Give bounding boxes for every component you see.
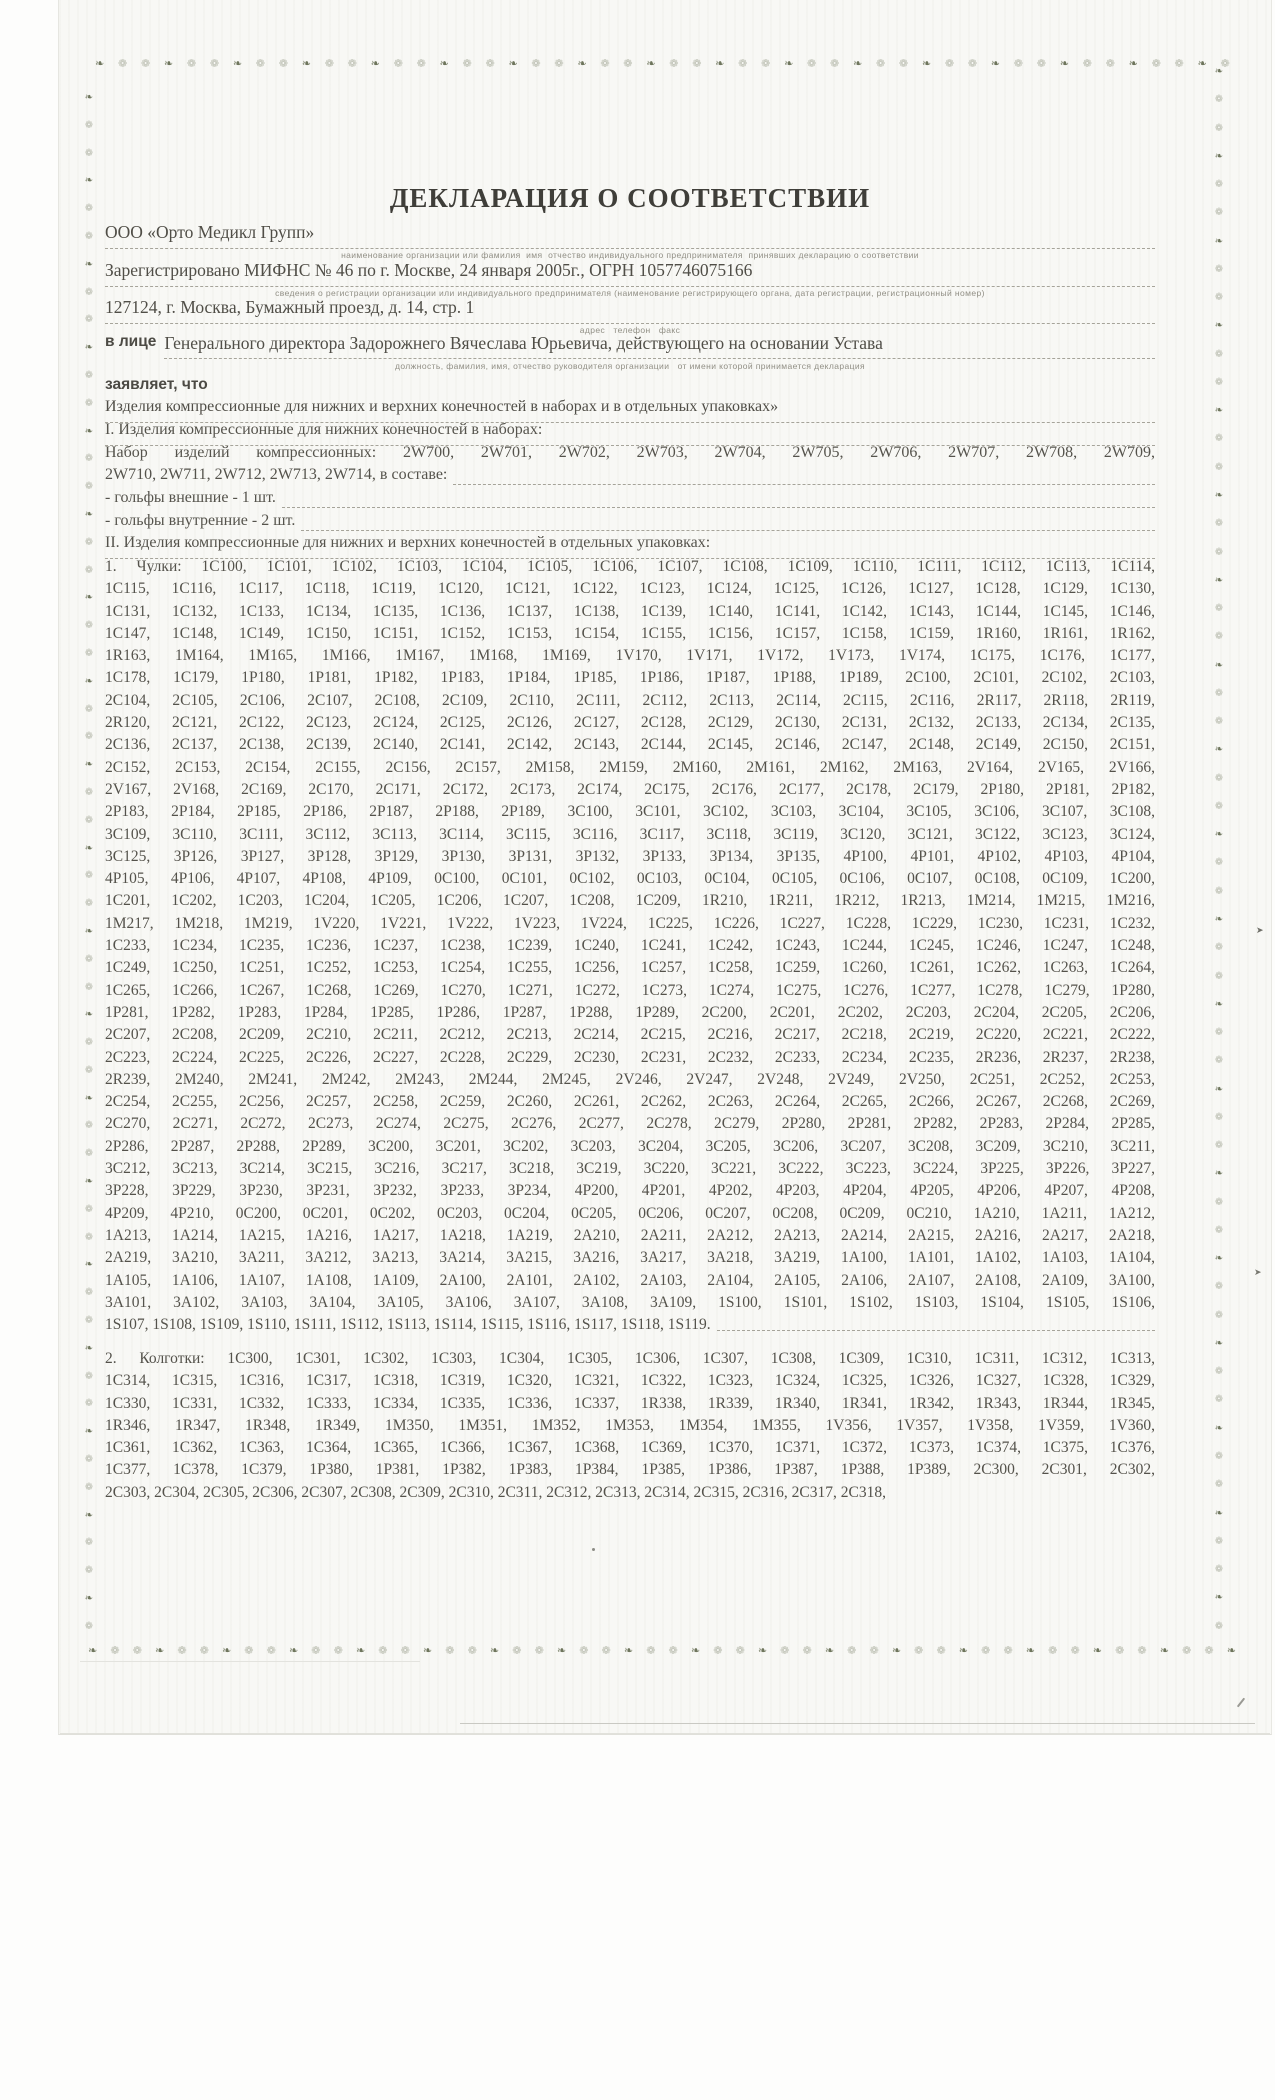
component-line-inner-socks bbox=[105, 512, 1155, 536]
code-line: 3P228, 3P229, 3P230, 3P231, 3P232, 3P233, 3P234, 4P200, 4P201, 4P202, 4P203, 4P204, 4P205, 4P206, 4P207, 4P208, bbox=[105, 1182, 1155, 1200]
address-caption: адрес телефон факс bbox=[579, 325, 681, 335]
fleuron-icon: ❁ bbox=[1214, 687, 1224, 699]
fleuron-icon: ❁ bbox=[1220, 57, 1230, 70]
fleuron-icon: ❧ bbox=[489, 1644, 500, 1657]
fleuron-icon: ❁ bbox=[1003, 1644, 1013, 1657]
fleuron-icon: ❁ bbox=[807, 57, 817, 70]
fleuron-icon: ❁ bbox=[1214, 716, 1224, 728]
fleuron-icon: ❁ bbox=[84, 647, 94, 659]
fleuron-icon: ❧ bbox=[84, 425, 94, 437]
address-line: 127124, г. Москва, Бумажный проезд, д. 14, стр. 1 bbox=[105, 297, 1155, 324]
fleuron-icon: ❁ bbox=[400, 1644, 410, 1657]
fleuron-icon: ❁ bbox=[84, 620, 94, 632]
fleuron-icon: ❧ bbox=[623, 1644, 634, 1657]
fleuron-icon: ❁ bbox=[1214, 1281, 1224, 1293]
section1-intro-line2 bbox=[105, 466, 1155, 490]
registration-caption: сведения о регистрации организации или индивидуального предпринимателя (наименование регистрирующего органа, дата регистрации, регистрационный номер) bbox=[275, 288, 985, 298]
fleuron-icon: ❁ bbox=[324, 57, 334, 70]
fleuron-icon: ❁ bbox=[936, 1644, 946, 1657]
code-line: 2. Колготки: 1C300, 1C301, 1C302, 1C303, 1C304, 1C305, 1C306, 1C307, 1C308, 1C309, 1C310, 1C311, 1C312, 1C313, bbox=[105, 1350, 1155, 1367]
fleuron-icon: ❁ bbox=[1105, 57, 1115, 70]
fleuron-icon: ❁ bbox=[869, 1644, 879, 1657]
fleuron-icon: ❧ bbox=[84, 675, 94, 687]
code-line: 1R346, 1R347, 1R348, 1R349, 1M350, 1M351, 1M352, 1M353, 1M354, 1M355, 1V356, 1V357, 1V358, 1V359, 1V360, bbox=[105, 1416, 1155, 1434]
fleuron-icon: ❁ bbox=[1214, 603, 1224, 615]
fleuron-icon: ❁ bbox=[311, 1644, 321, 1657]
representative-prefix: в лице bbox=[105, 333, 157, 350]
fleuron-icon: ❁ bbox=[1214, 1394, 1224, 1406]
fleuron-icon: ❧ bbox=[1226, 1644, 1236, 1657]
code-line: 2R239, 2M240, 2M241, 2M242, 2M243, 2M244, 2M245, 2V246, 2V247, 2V248, 2V249, 2V250, 2C251, 2C252, 2C253, bbox=[105, 1070, 1155, 1088]
fleuron-icon: ❁ bbox=[84, 1148, 94, 1160]
fleuron-icon: ❁ bbox=[84, 397, 94, 409]
fleuron-icon: ❁ bbox=[1214, 1140, 1224, 1152]
fleuron-icon: ❧ bbox=[1214, 235, 1224, 247]
fleuron-icon: ❧ bbox=[958, 1644, 969, 1657]
fleuron-icon: ❁ bbox=[1174, 57, 1184, 70]
fleuron-icon: ❧ bbox=[1214, 1507, 1224, 1519]
fleuron-icon: ❁ bbox=[579, 1644, 589, 1657]
fleuron-icon: ❁ bbox=[1214, 179, 1224, 191]
section1-intro-line1: Набор изделий компрессионных: 2W700, 2W701, 2W702, 2W703, 2W704, 2W705, 2W706, 2W707, 2W708, 2W709, bbox=[105, 444, 1155, 461]
form-dashed-rule bbox=[453, 466, 1155, 485]
fleuron-icon: ❁ bbox=[84, 1398, 94, 1410]
fleuron-icon: ❁ bbox=[1214, 1111, 1224, 1123]
fleuron-icon: ❁ bbox=[1214, 857, 1224, 869]
fleuron-icon: ❧ bbox=[1214, 744, 1224, 756]
registration-info: Зарегистрировано МИФНС № 46 по г. Москве, 24 января 2005г., ОГРН 1057746075166 bbox=[105, 260, 1155, 287]
fleuron-icon: ❁ bbox=[1115, 1644, 1125, 1657]
code-line: 1A213, 1A214, 1A215, 1A216, 1A217, 1A218, 1A219, 2A210, 2A211, 2A212, 2A213, 2A214, 2A215, 2A216, 2A217, 2A218, bbox=[105, 1226, 1155, 1244]
fleuron-icon: ❁ bbox=[84, 1203, 94, 1215]
fleuron-icon: ❧ bbox=[221, 1644, 232, 1657]
fleuron-icon: ❧ bbox=[232, 57, 243, 70]
fleuron-icon: ❧ bbox=[84, 1176, 94, 1188]
fleuron-icon: ❁ bbox=[713, 1644, 723, 1657]
fleuron-icon: ❧ bbox=[84, 1593, 94, 1605]
fleuron-icon: ❧ bbox=[288, 1644, 299, 1657]
fleuron-icon: ❧ bbox=[757, 1644, 768, 1657]
fleuron-icon: ❁ bbox=[140, 57, 151, 70]
fleuron-icon: ❧ bbox=[1159, 1644, 1169, 1657]
fleuron-icon: ❁ bbox=[199, 1644, 209, 1657]
fleuron-icon: ❧ bbox=[84, 258, 94, 270]
fleuron-icon: ❁ bbox=[875, 57, 886, 70]
ornament-border-left bbox=[82, 92, 96, 1632]
code-line: 4P209, 4P210, 0C200, 0C201, 0C202, 0C203, 0C204, 0C205, 0C206, 0C207, 0C208, 0C209, 0C210, 1A210, 1A211, 1A212, bbox=[105, 1204, 1155, 1222]
fleuron-icon: ❁ bbox=[84, 286, 94, 298]
fleuron-icon: ❧ bbox=[154, 1644, 165, 1657]
fleuron-icon: ❁ bbox=[1214, 1309, 1224, 1321]
fleuron-icon: ❧ bbox=[1197, 57, 1207, 70]
code-line: 1. Чулки: 1C100, 1C101, 1C102, 1C103, 1C104, 1C105, 1C106, 1C107, 1C108, 1C109, 1C110, 1C111, 1C112, 1C113, 1C114, bbox=[105, 558, 1155, 575]
document-title: ДЕКЛАРАЦИЯ О СООТВЕТСТВИИ bbox=[389, 183, 871, 213]
fleuron-icon: ❁ bbox=[914, 1644, 924, 1657]
fleuron-icon: ❁ bbox=[1204, 1644, 1214, 1657]
fleuron-icon: ❁ bbox=[84, 203, 94, 215]
fleuron-icon: ❁ bbox=[84, 564, 94, 576]
fleuron-icon: ❁ bbox=[84, 1120, 94, 1132]
fleuron-icon: ❁ bbox=[209, 57, 220, 70]
fleuron-icon: ❁ bbox=[1036, 57, 1046, 70]
code-line: 3C109, 3C110, 3C111, 3C112, 3C113, 3C114, 3C115, 3C116, 3C117, 3C118, 3C119, 3C120, 3C121, 3C122, 3C123, 3C124, bbox=[105, 825, 1155, 843]
fleuron-icon: ❧ bbox=[577, 57, 587, 70]
code-line: 1C330, 1C331, 1C332, 1C333, 1C334, 1C335, 1C336, 1C337, 1R338, 1R339, 1R340, 1R341, 1R342, 1R343, 1R344, 1R345, bbox=[105, 1394, 1155, 1412]
code-line: 2C254, 2C255, 2C256, 2C257, 2C258, 2C259, 2C260, 2C261, 2C262, 2C263, 2C264, 2C265, 2C266, 2C267, 2C268, 2C269, bbox=[105, 1093, 1155, 1111]
scan-artifact-mark: ➤ bbox=[1256, 926, 1264, 936]
fleuron-icon: ❁ bbox=[84, 230, 94, 242]
fleuron-icon: ❁ bbox=[601, 1644, 611, 1657]
code-line: 1S107, 1S108, 1S109, 1S110, 1S111, 1S112, 1S113, 1S114, 1S115, 1S116, 1S117, 1S118, 1S119. bbox=[105, 1314, 1155, 1336]
fleuron-icon: ❧ bbox=[508, 57, 518, 70]
scan-edge-line bbox=[80, 1661, 420, 1662]
fleuron-icon: ❁ bbox=[981, 1644, 991, 1657]
fleuron-icon: ❁ bbox=[600, 57, 610, 70]
fleuron-icon: ❧ bbox=[1025, 1644, 1035, 1657]
fleuron-icon: ❁ bbox=[735, 1644, 745, 1657]
representative-name: Генерального директора Задорожнего Вячеслава Юрьевича, действующего на основании Устава bbox=[164, 333, 1155, 359]
code-line: 4P105, 4P106, 4P107, 4P108, 4P109, 0C100, 0C101, 0C102, 0C103, 0C104, 0C105, 0C106, 0C107, 0C108, 0C109, 1C200, bbox=[105, 870, 1155, 888]
code-line: 2A219, 3A210, 3A211, 3A212, 3A213, 3A214, 3A215, 3A216, 3A217, 3A218, 3A219, 1A100, 1A101, 1A102, 1A103, 1A104, bbox=[105, 1249, 1155, 1267]
fleuron-icon: ❧ bbox=[1214, 405, 1224, 417]
fleuron-icon: ❧ bbox=[84, 759, 94, 771]
code-line: 1C377, 1C378, 1C379, 1P380, 1P381, 1P382, 1P383, 1P384, 1P385, 1P386, 1P387, 1P388, 1P389, 2C300, 2C301, 2C302, bbox=[105, 1461, 1155, 1479]
stockings-code-list bbox=[105, 556, 1155, 1336]
fleuron-icon: ❁ bbox=[84, 1287, 94, 1299]
fleuron-icon: ❧ bbox=[84, 342, 94, 354]
code-line: 3C125, 3P126, 3P127, 3P128, 3P129, 3P130, 3P131, 3P132, 3P133, 3P134, 3P135, 4P100, 4P101, 4P102, 4P103, 4P104, bbox=[105, 847, 1155, 865]
fleuron-icon: ❁ bbox=[1214, 518, 1224, 530]
fleuron-icon: ❧ bbox=[1214, 150, 1224, 162]
fleuron-icon: ❁ bbox=[84, 786, 94, 798]
fleuron-icon: ❧ bbox=[95, 57, 105, 70]
code-line: 1C201, 1C202, 1C203, 1C204, 1C205, 1C206, 1C207, 1C208, 1C209, 1R210, 1R211, 1R212, 1R213, 1M214, 1M215, 1M216, bbox=[105, 892, 1155, 910]
fleuron-icon: ❧ bbox=[84, 92, 94, 103]
code-line: 1C147, 1C148, 1C149, 1C150, 1C151, 1C152, 1C153, 1C154, 1C155, 1C156, 1C157, 1C158, 1C159, 1R160, 1R161, 1R162, bbox=[105, 624, 1155, 642]
code-line: 2C152, 2C153, 2C154, 2C155, 2C156, 2C157, 2M158, 2M159, 2M160, 2M161, 2M162, 2M163, 2V164, 2V165, 2V166, bbox=[105, 758, 1155, 776]
fleuron-icon: ❁ bbox=[1214, 1196, 1224, 1208]
fleuron-icon: ❁ bbox=[84, 481, 94, 493]
fleuron-icon: ❁ bbox=[1214, 970, 1224, 982]
fleuron-icon: ❁ bbox=[84, 119, 94, 131]
fleuron-icon: ❧ bbox=[439, 57, 449, 70]
fleuron-icon: ❁ bbox=[84, 536, 94, 548]
fleuron-icon: ❁ bbox=[1214, 1366, 1224, 1378]
fleuron-icon: ❧ bbox=[1214, 1337, 1224, 1349]
fleuron-icon: ❁ bbox=[1214, 800, 1224, 812]
fleuron-icon: ❁ bbox=[84, 453, 94, 465]
component-line-text: - гольфы внешние - 1 шт. bbox=[105, 489, 276, 506]
fleuron-icon: ❁ bbox=[1151, 57, 1161, 70]
fleuron-icon: ❁ bbox=[84, 1370, 94, 1382]
fleuron-icon: ❁ bbox=[1214, 1620, 1224, 1632]
code-line: 1P281, 1P282, 1P283, 1P284, 1P285, 1P286, 1P287, 1P288, 1P289, 2C200, 2C201, 2C202, 2C203, 2C204, 2C205, 2C206, bbox=[105, 1003, 1155, 1021]
fleuron-icon: ❁ bbox=[84, 369, 94, 381]
fleuron-icon: ❁ bbox=[967, 57, 978, 70]
fleuron-icon: ❁ bbox=[1013, 57, 1023, 70]
scan-artifact-mark: ➤ bbox=[1254, 1268, 1262, 1278]
fleuron-icon: ❁ bbox=[830, 57, 840, 70]
code-line: 2C270, 2C271, 2C272, 2C273, 2C274, 2C275, 2C276, 2C277, 2C278, 2C279, 2P280, 2P281, 2P282, 2P283, 2P284, 2P285, bbox=[105, 1115, 1155, 1133]
section2-title: II. Изделия компрессионные для нижних и верхних конечностей в отдельных упаковках: bbox=[105, 534, 1155, 559]
fleuron-icon: ❧ bbox=[84, 925, 94, 937]
fleuron-icon: ❁ bbox=[467, 1644, 477, 1657]
fleuron-icon: ❁ bbox=[84, 1565, 94, 1577]
fleuron-icon: ❁ bbox=[1214, 461, 1224, 473]
code-line: 2V167, 2V168, 2C169, 2C170, 2C171, 2C172, 2C173, 2C174, 2C175, 2C176, 2C177, 2C178, 2C179, 2P180, 2P181, 2P182, bbox=[105, 780, 1155, 798]
fleuron-icon: ❁ bbox=[485, 57, 495, 70]
fleuron-icon: ❁ bbox=[84, 731, 94, 743]
code-line: 1C314, 1C315, 1C316, 1C317, 1C318, 1C319, 1C320, 1C321, 1C322, 1C323, 1C324, 1C325, 1C326, 1C327, 1C328, 1C329, bbox=[105, 1372, 1155, 1390]
fleuron-icon: ❧ bbox=[1214, 829, 1224, 841]
fleuron-icon: ❧ bbox=[1214, 66, 1224, 77]
fleuron-icon: ❁ bbox=[1214, 1451, 1224, 1463]
fleuron-icon: ❧ bbox=[422, 1644, 433, 1657]
fleuron-icon: ❧ bbox=[1214, 320, 1224, 332]
code-line: 1R163, 1M164, 1M165, 1M166, 1M167, 1M168, 1M169, 1V170, 1V171, 1V172, 1V173, 1V174, 1C175, 1C176, 1C177, bbox=[105, 647, 1155, 665]
fleuron-icon: ❁ bbox=[445, 1644, 455, 1657]
fleuron-icon: ❧ bbox=[556, 1644, 567, 1657]
fleuron-icon: ❧ bbox=[715, 57, 725, 70]
fleuron-icon: ❁ bbox=[668, 1644, 678, 1657]
fleuron-icon: ❁ bbox=[898, 57, 909, 70]
fleuron-icon: ❧ bbox=[1214, 1253, 1224, 1265]
form-dashed-rule bbox=[301, 512, 1155, 531]
fleuron-icon: ❁ bbox=[1214, 1027, 1224, 1039]
section1-intro-line2-text: 2W710, 2W711, 2W712, 2W713, 2W714, в составе: bbox=[105, 466, 448, 483]
code-line: 1C131, 1C132, 1C133, 1C134, 1C135, 1C136, 1C137, 1C138, 1C139, 1C140, 1C141, 1C142, 1C143, 1C144, 1C145, 1C146, bbox=[105, 602, 1155, 620]
declaration-subject: Изделия компрессионные для нижних и верхних конечностей в наборах и в отдельных упаковках» bbox=[105, 398, 1155, 423]
fleuron-icon: ❁ bbox=[84, 814, 94, 826]
fleuron-icon: ❧ bbox=[1214, 998, 1224, 1010]
fleuron-icon: ❁ bbox=[333, 1644, 343, 1657]
fleuron-icon: ❁ bbox=[1214, 292, 1224, 304]
scan-edge-line bbox=[460, 1723, 1255, 1724]
fleuron-icon: ❁ bbox=[266, 1644, 276, 1657]
fleuron-icon: ❁ bbox=[84, 1537, 94, 1549]
component-line-text: - гольфы внутренние - 2 шт. bbox=[105, 512, 296, 529]
fleuron-icon: ❁ bbox=[623, 57, 633, 70]
fleuron-icon: ❧ bbox=[1214, 1422, 1224, 1434]
fleuron-icon: ❧ bbox=[784, 57, 794, 70]
code-line: 1C361, 1C362, 1C363, 1C364, 1C365, 1C366, 1C367, 1C368, 1C369, 1C370, 1C371, 1C372, 1C373, 1C374, 1C375, 1C376, bbox=[105, 1439, 1155, 1457]
fleuron-icon: ❧ bbox=[163, 57, 174, 70]
fleuron-icon: ❁ bbox=[1214, 1055, 1224, 1067]
fleuron-icon: ❁ bbox=[1214, 1479, 1224, 1491]
fleuron-icon: ❁ bbox=[278, 57, 288, 70]
fleuron-icon: ❁ bbox=[1214, 348, 1224, 360]
component-line-outer-socks bbox=[105, 489, 1155, 513]
ornament-border-bottom bbox=[88, 1644, 1236, 1657]
fleuron-icon: ❁ bbox=[1214, 263, 1224, 275]
fleuron-icon: ❁ bbox=[84, 981, 94, 993]
fleuron-icon: ❧ bbox=[690, 1644, 701, 1657]
fleuron-icon: ❧ bbox=[84, 1509, 94, 1521]
fleuron-icon: ❁ bbox=[512, 1644, 522, 1657]
fleuron-icon: ❁ bbox=[84, 898, 94, 910]
fleuron-icon: ❧ bbox=[1059, 57, 1069, 70]
fleuron-icon: ❁ bbox=[378, 1644, 388, 1657]
fleuron-icon: ❧ bbox=[1214, 489, 1224, 501]
fleuron-icon: ❁ bbox=[738, 57, 748, 70]
scan-page-bottom-edge bbox=[60, 1733, 1270, 1734]
fleuron-icon: ❁ bbox=[393, 57, 403, 70]
fleuron-icon: ❁ bbox=[1070, 1644, 1080, 1657]
fleuron-icon: ❧ bbox=[646, 57, 656, 70]
code-line: 1C115, 1C116, 1C117, 1C118, 1C119, 1C120, 1C121, 1C122, 1C123, 1C124, 1C125, 1C126, 1C127, 1C128, 1C129, 1C130, bbox=[105, 580, 1155, 598]
code-line: 1C233, 1C234, 1C235, 1C236, 1C237, 1C238, 1C239, 1C240, 1C241, 1C242, 1C243, 1C244, 1C245, 1C246, 1C247, 1C248, bbox=[105, 937, 1155, 955]
fleuron-icon: ❁ bbox=[692, 57, 702, 70]
fleuron-icon: ❧ bbox=[84, 1259, 94, 1271]
fleuron-icon: ❧ bbox=[1214, 1592, 1224, 1604]
fleuron-icon: ❧ bbox=[84, 508, 94, 520]
fleuron-icon: ❁ bbox=[84, 953, 94, 965]
fleuron-icon: ❧ bbox=[88, 1644, 98, 1657]
fleuron-icon: ❁ bbox=[84, 314, 94, 326]
code-line: 2C303, 2C304, 2C305, 2C306, 2C307, 2C308, 2C309, 2C310, 2C311, 2C312, 2C313, 2C314, 2C315, 2C316, 2C317, 2C318, bbox=[105, 1483, 886, 1501]
fleuron-icon: ❁ bbox=[761, 57, 771, 70]
fleuron-icon: ❁ bbox=[177, 1644, 187, 1657]
code-line: 2C207, 2C208, 2C209, 2C210, 2C211, 2C212, 2C213, 2C214, 2C215, 2C216, 2C217, 2C218, 2C219, 2C220, 2C221, 2C222, bbox=[105, 1026, 1155, 1044]
fleuron-icon: ❧ bbox=[370, 57, 380, 70]
fleuron-icon: ❁ bbox=[1214, 433, 1224, 445]
fleuron-icon: ❁ bbox=[84, 1315, 94, 1327]
fleuron-icon: ❧ bbox=[1214, 1168, 1224, 1180]
fleuron-icon: ❁ bbox=[1214, 122, 1224, 134]
code-line: 1C178, 1C179, 1P180, 1P181, 1P182, 1P183, 1P184, 1P185, 1P186, 1P187, 1P188, 1P189, 2C100, 2C101, 2C102, 2C103, bbox=[105, 669, 1155, 687]
code-line: 1M217, 1M218, 1M219, 1V220, 1V221, 1V222, 1V223, 1V224, 1C225, 1C226, 1C227, 1C228, 1C229, 1C230, 1C231, 1C232, bbox=[105, 914, 1155, 932]
fleuron-icon: ❧ bbox=[84, 592, 94, 604]
fleuron-icon: ❧ bbox=[84, 1009, 94, 1021]
fleuron-icon: ❁ bbox=[84, 1454, 94, 1466]
code-line: 3A101, 3A102, 3A103, 3A104, 3A105, 3A106, 3A107, 3A108, 3A109, 1S100, 1S101, 1S102, 1S103, 1S104, 1S105, 1S106, bbox=[105, 1293, 1155, 1311]
fleuron-icon: ❁ bbox=[84, 1064, 94, 1076]
fleuron-icon: ❁ bbox=[416, 57, 426, 70]
organization-name: ООО «Орто Медикл Групп» bbox=[105, 222, 1155, 249]
fleuron-icon: ❁ bbox=[84, 1231, 94, 1243]
fleuron-icon: ❁ bbox=[84, 703, 94, 715]
fleuron-icon: ❁ bbox=[646, 1644, 656, 1657]
fleuron-icon: ❁ bbox=[780, 1644, 790, 1657]
organization-caption: наименование организации или фамилия имя отчество индивидуального предпринимателя принявших декларацию о соответствии bbox=[341, 250, 919, 260]
code-line: 2C223, 2C224, 2C225, 2C226, 2C227, 2C228, 2C229, 2C230, 2C231, 2C232, 2C233, 2C234, 2C235, 2R236, 2R237, 2R238, bbox=[105, 1048, 1155, 1066]
fleuron-icon: ❧ bbox=[355, 1644, 366, 1657]
representative-caption: должность, фамилия, имя, отчество руководителя организации от имени которой принимается декларация bbox=[394, 361, 865, 371]
ornament-border-right bbox=[1212, 66, 1226, 1632]
fleuron-icon: ❁ bbox=[1214, 1564, 1224, 1576]
fleuron-icon: ❧ bbox=[84, 1426, 94, 1438]
fleuron-icon: ❁ bbox=[117, 57, 128, 70]
fleuron-icon: ❧ bbox=[1128, 57, 1138, 70]
fleuron-icon: ❁ bbox=[84, 147, 94, 159]
fleuron-icon: ❁ bbox=[802, 1644, 812, 1657]
code-line: 3C212, 3C213, 3C214, 3C215, 3C216, 3C217, 3C218, 3C219, 3C220, 3C221, 3C222, 3C223, 3C224, 3P225, 3P226, 3P227, bbox=[105, 1160, 1155, 1178]
fleuron-icon: ❁ bbox=[1214, 631, 1224, 643]
fleuron-icon: ❁ bbox=[186, 57, 197, 70]
code-line: 1C265, 1C266, 1C267, 1C268, 1C269, 1C270, 1C271, 1C272, 1C273, 1C274, 1C275, 1C276, 1C277, 1C278, 1C279, 1P280, bbox=[105, 981, 1155, 999]
fleuron-icon: ❧ bbox=[84, 175, 94, 187]
fleuron-icon: ❁ bbox=[244, 1644, 254, 1657]
declares-label: заявляет, что bbox=[105, 376, 208, 393]
fleuron-icon: ❁ bbox=[534, 1644, 544, 1657]
fleuron-icon: ❁ bbox=[462, 57, 472, 70]
fleuron-icon: ❧ bbox=[84, 1342, 94, 1354]
fleuron-icon: ❁ bbox=[944, 57, 955, 70]
code-line: 2P286, 2P287, 2P288, 2P289, 3C200, 3C201, 3C202, 3C203, 3C204, 3C205, 3C206, 3C207, 3C208, 3C209, 3C210, 3C211, bbox=[105, 1137, 1155, 1155]
fleuron-icon: ❁ bbox=[347, 57, 357, 70]
fleuron-icon: ❁ bbox=[1182, 1644, 1192, 1657]
fleuron-icon: ❧ bbox=[1214, 1083, 1224, 1095]
section1-title: I. Изделия компрессионные для нижних конечностей в наборах: bbox=[105, 421, 1155, 446]
form-dashed-rule bbox=[717, 1314, 1155, 1331]
fleuron-icon: ❧ bbox=[852, 57, 863, 70]
fleuron-icon: ❁ bbox=[1214, 772, 1224, 784]
fleuron-icon: ❧ bbox=[84, 1092, 94, 1104]
code-line: 2R120, 2C121, 2C122, 2C123, 2C124, 2C125, 2C126, 2C127, 2C128, 2C129, 2C130, 2C131, 2C132, 2C133, 2C134, 2C135, bbox=[105, 714, 1155, 732]
tights-code-list bbox=[105, 1348, 1155, 1504]
fleuron-icon: ❁ bbox=[1214, 1535, 1224, 1547]
fleuron-icon: ❁ bbox=[84, 1620, 94, 1632]
fleuron-icon: ❁ bbox=[1214, 942, 1224, 954]
fleuron-icon: ❁ bbox=[1214, 376, 1224, 388]
fleuron-icon: ❧ bbox=[84, 842, 94, 854]
ornament-border-top bbox=[95, 57, 1230, 70]
fleuron-icon: ❁ bbox=[1214, 207, 1224, 219]
fleuron-icon: ❁ bbox=[84, 1037, 94, 1049]
code-line: 1C249, 1C250, 1C251, 1C252, 1C253, 1C254, 1C255, 1C256, 1C257, 1C258, 1C259, 1C260, 1C261, 1C262, 1C263, 1C264, bbox=[105, 959, 1155, 977]
fleuron-icon: ❧ bbox=[990, 57, 1000, 70]
fleuron-icon: ❁ bbox=[1214, 885, 1224, 897]
fleuron-icon: ❁ bbox=[132, 1644, 142, 1657]
fleuron-icon: ❁ bbox=[1214, 94, 1224, 106]
fleuron-icon: ❧ bbox=[1214, 659, 1224, 671]
fleuron-icon: ❧ bbox=[921, 57, 932, 70]
code-line: 2C104, 2C105, 2C106, 2C107, 2C108, 2C109, 2C110, 2C111, 2C112, 2C113, 2C114, 2C115, 2C116, 2R117, 2R118, 2R119, bbox=[105, 691, 1155, 709]
fleuron-icon: ❁ bbox=[84, 870, 94, 882]
fleuron-icon: ❧ bbox=[824, 1644, 835, 1657]
fleuron-icon: ❁ bbox=[1214, 546, 1224, 558]
fleuron-icon: ❁ bbox=[531, 57, 541, 70]
fleuron-icon: ❁ bbox=[1048, 1644, 1058, 1657]
fleuron-icon: ❁ bbox=[669, 57, 679, 70]
fleuron-icon: ❁ bbox=[84, 1481, 94, 1493]
fleuron-icon: ❁ bbox=[554, 57, 564, 70]
fleuron-icon: ❧ bbox=[1214, 574, 1224, 586]
fleuron-icon: ❁ bbox=[1214, 1224, 1224, 1236]
code-line: 1A105, 1A106, 1A107, 1A108, 1A109, 2A100, 2A101, 2A102, 2A103, 2A104, 2A105, 2A106, 2A107, 2A108, 2A109, 3A100, bbox=[105, 1271, 1155, 1289]
fleuron-icon: ❁ bbox=[110, 1644, 120, 1657]
representative-line bbox=[105, 333, 1155, 359]
form-dashed-rule bbox=[282, 489, 1155, 508]
scan-artifact-dot bbox=[592, 1548, 595, 1551]
fleuron-icon: ❁ bbox=[1082, 57, 1092, 70]
fleuron-icon: ❁ bbox=[255, 57, 265, 70]
fleuron-icon: ❧ bbox=[1092, 1644, 1102, 1657]
fleuron-icon: ❧ bbox=[301, 57, 311, 70]
fleuron-icon: ❁ bbox=[847, 1644, 857, 1657]
fleuron-icon: ❧ bbox=[1214, 913, 1224, 925]
code-line: 2P183, 2P184, 2P185, 2P186, 2P187, 2P188, 2P189, 3C100, 3C101, 3C102, 3C103, 3C104, 3C105, 3C106, 3C107, 3C108, bbox=[105, 803, 1155, 821]
fleuron-icon: ❁ bbox=[1137, 1644, 1147, 1657]
fleuron-icon: ❧ bbox=[891, 1644, 902, 1657]
code-line: 2C136, 2C137, 2C138, 2C139, 2C140, 2C141, 2C142, 2C143, 2C144, 2C145, 2C146, 2C147, 2C148, 2C149, 2C150, 2C151, bbox=[105, 736, 1155, 754]
